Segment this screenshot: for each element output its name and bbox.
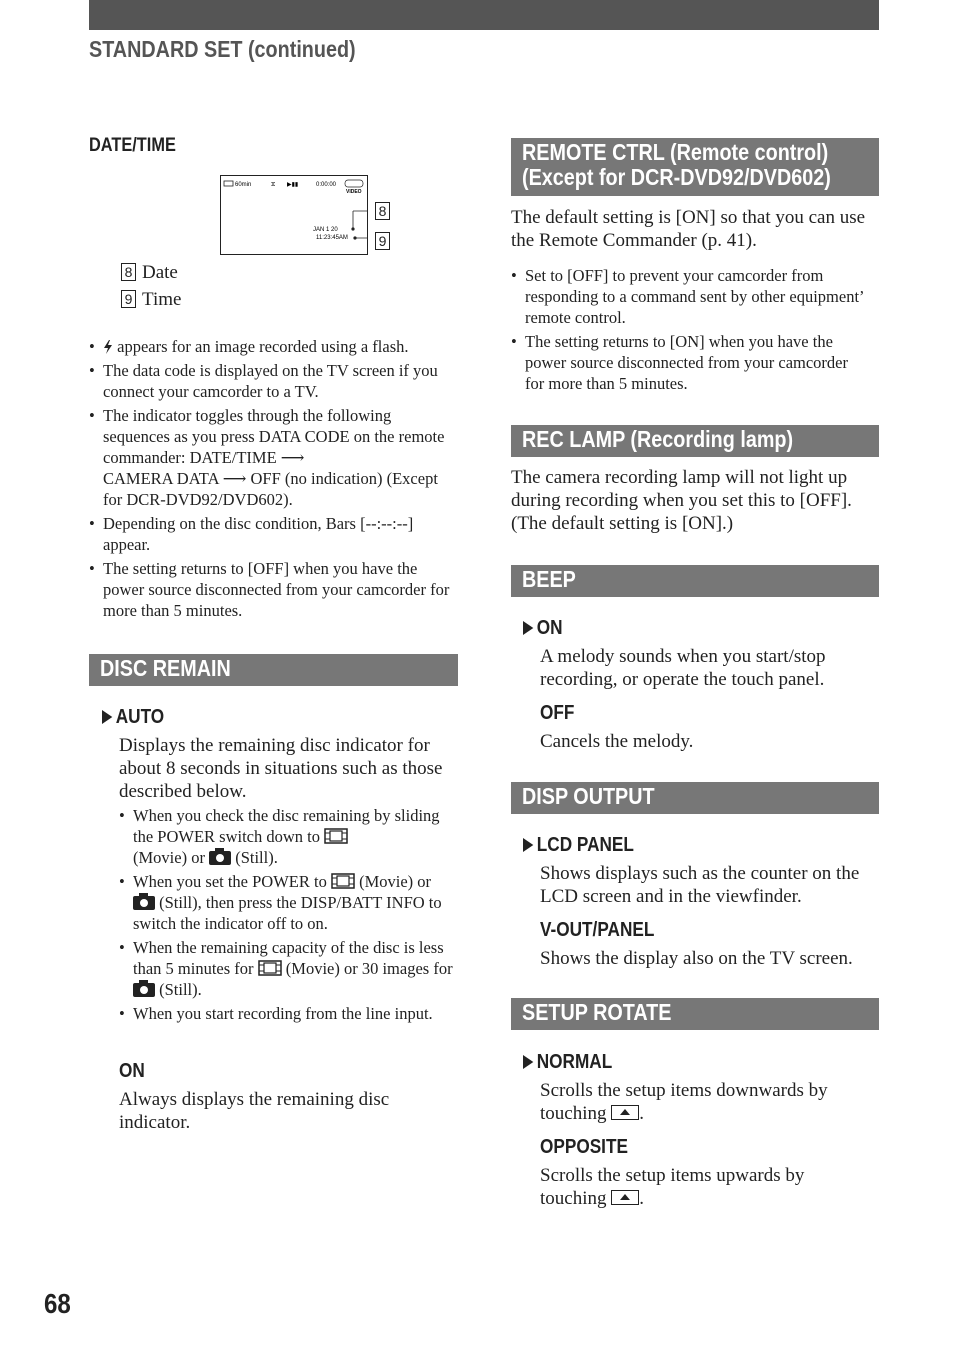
beep-title: BEEP xyxy=(511,565,879,597)
header-bar xyxy=(89,0,879,30)
beep-off: OFF xyxy=(540,702,575,724)
setup-rotate-normal-desc: Scrolls the setup items downwards by touching . xyxy=(540,1080,828,1124)
disp-output-vout-panel: V-OUT/PANEL xyxy=(540,919,655,941)
lcd-figure xyxy=(220,175,368,255)
play-pause-icon: ▶▮▮ xyxy=(287,182,299,188)
list-item: • The setting returns to [OFF] when you have the power source disconnected from your camcorder for more than 5 minutes. xyxy=(89,558,457,621)
datetime-heading: DATE/TIME xyxy=(89,135,176,156)
still-camera-icon xyxy=(209,848,231,865)
list-item: • The setting returns to [ON] when you have the power source disconnected from your camcorder for more than 5 minutes. xyxy=(511,331,871,394)
arrow-icon: ⟶ xyxy=(280,448,305,467)
disp-output-lcd-panel: LCD PANEL xyxy=(523,834,634,857)
setup-rotate-opposite-desc: Scrolls the setup items upwards by touching . xyxy=(540,1165,805,1209)
disc-icon xyxy=(345,180,363,187)
scroll-up-button-icon xyxy=(611,1190,639,1205)
list-item: • When you check the disc remaining by sliding the POWER switch down to (Movie) or (Still). xyxy=(119,805,454,868)
list-item: • Depending on the disc condition, Bars [--:--:--] appear. xyxy=(89,513,457,555)
setup-rotate-title: SETUP ROTATE xyxy=(511,998,879,1030)
disc-remain-auto-desc: Displays the remaining disc indicator for about 8 seconds in situations such as those described below. xyxy=(119,735,443,802)
default-marker-icon xyxy=(523,1055,533,1069)
lcd-readout-date: JAN 1 20 xyxy=(313,227,338,233)
list-item: • When the remaining capacity of the disc is less than 5 minutes for (Movie) or 30 images for (Still). xyxy=(119,937,454,1000)
lcd-readout-remaining: 60min xyxy=(235,182,252,188)
movie-icon xyxy=(258,960,282,976)
arrow-icon: ⟶ xyxy=(222,469,247,488)
list-item: • Set to [OFF] to prevent your camcorder from responding to a command sent by other equipment’ remote control. xyxy=(511,265,871,328)
disp-output-title: DISP OUTPUT xyxy=(511,782,879,814)
disp-output-vout-desc: Shows the display also on the TV screen. xyxy=(540,948,853,969)
disc-remain-title: DISC REMAIN xyxy=(89,654,458,686)
list-item: • The indicator toggles through the following sequences as you press DATA CODE on the remote commander: DATE/TIME ⟶ CAMERA DATA ⟶ OFF (no indication) (Except for DCR-DVD92/DVD602). xyxy=(89,405,457,510)
disc-remain-auto: AUTO xyxy=(102,706,164,729)
list-item: • When you set the POWER to (Movie) or (Still), then press the DISP/BATT INFO to switch the indicator off to on. xyxy=(119,871,454,934)
rec-lamp-desc: The camera recording lamp will not light up during recording when you set this to [OFF]. (The default setting is [ON].) xyxy=(511,467,852,534)
movie-icon xyxy=(331,873,355,889)
default-marker-icon xyxy=(102,710,112,724)
setup-rotate-opposite: OPPOSITE xyxy=(540,1136,628,1158)
page-number: 68 xyxy=(44,1288,71,1319)
lcd-readout-counter: 0:00:00 xyxy=(316,182,337,188)
setup-rotate-normal: NORMAL xyxy=(523,1051,612,1074)
disc-remain-on: ON xyxy=(119,1060,145,1082)
legend-date: 8 Date xyxy=(121,261,178,284)
still-camera-icon xyxy=(133,893,155,910)
lcd-readout-video: VIDEO xyxy=(346,189,362,195)
list-item: • The data code is displayed on the TV screen if you connect your camcorder to a TV. xyxy=(89,360,457,402)
datetime-notes xyxy=(89,336,457,624)
default-marker-icon xyxy=(523,621,533,635)
lcd-readout-time: 11:23:45AM xyxy=(316,235,348,241)
movie-icon xyxy=(324,828,348,844)
page-title: STANDARD SET (continued) xyxy=(89,36,356,62)
scroll-up-button-icon xyxy=(611,1105,639,1120)
disp-output-lcd-desc: Shows displays such as the counter on the LCD screen and in the viewfinder. xyxy=(540,863,860,907)
callout-8: 8 xyxy=(375,202,396,222)
beep-on: ON xyxy=(523,617,563,640)
lcd-figure-art xyxy=(221,176,367,254)
rec-lamp-title: REC LAMP (Recording lamp) xyxy=(511,425,879,457)
beep-on-desc: A melody sounds when you start/stop recording, or operate the touch panel. xyxy=(540,646,826,690)
disc-remain-auto-notes xyxy=(119,805,454,1027)
callout-9: 9 xyxy=(375,232,396,252)
legend-time: 9 Time xyxy=(121,288,181,311)
list-item: • appears for an image recorded using a flash. xyxy=(89,336,457,357)
remote-ctrl-title: REMOTE CTRL (Remote control) (Except for DCR-DVD92/DVD602) xyxy=(511,138,879,196)
disc-remain-on-desc: Always displays the remaining disc indicator. xyxy=(119,1089,390,1133)
beep-off-desc: Cancels the melody. xyxy=(540,731,694,752)
remote-ctrl-desc: The default setting is [ON] so that you can use the Remote Commander (p. 41). xyxy=(511,207,866,251)
default-marker-icon xyxy=(523,838,533,852)
flash-icon xyxy=(103,340,113,354)
list-item: • When you start recording from the line input. xyxy=(119,1003,454,1024)
still-camera-icon xyxy=(133,980,155,997)
mode-icon: ⧖ xyxy=(271,182,276,188)
remote-ctrl-notes xyxy=(511,265,871,397)
battery-icon xyxy=(224,181,233,186)
